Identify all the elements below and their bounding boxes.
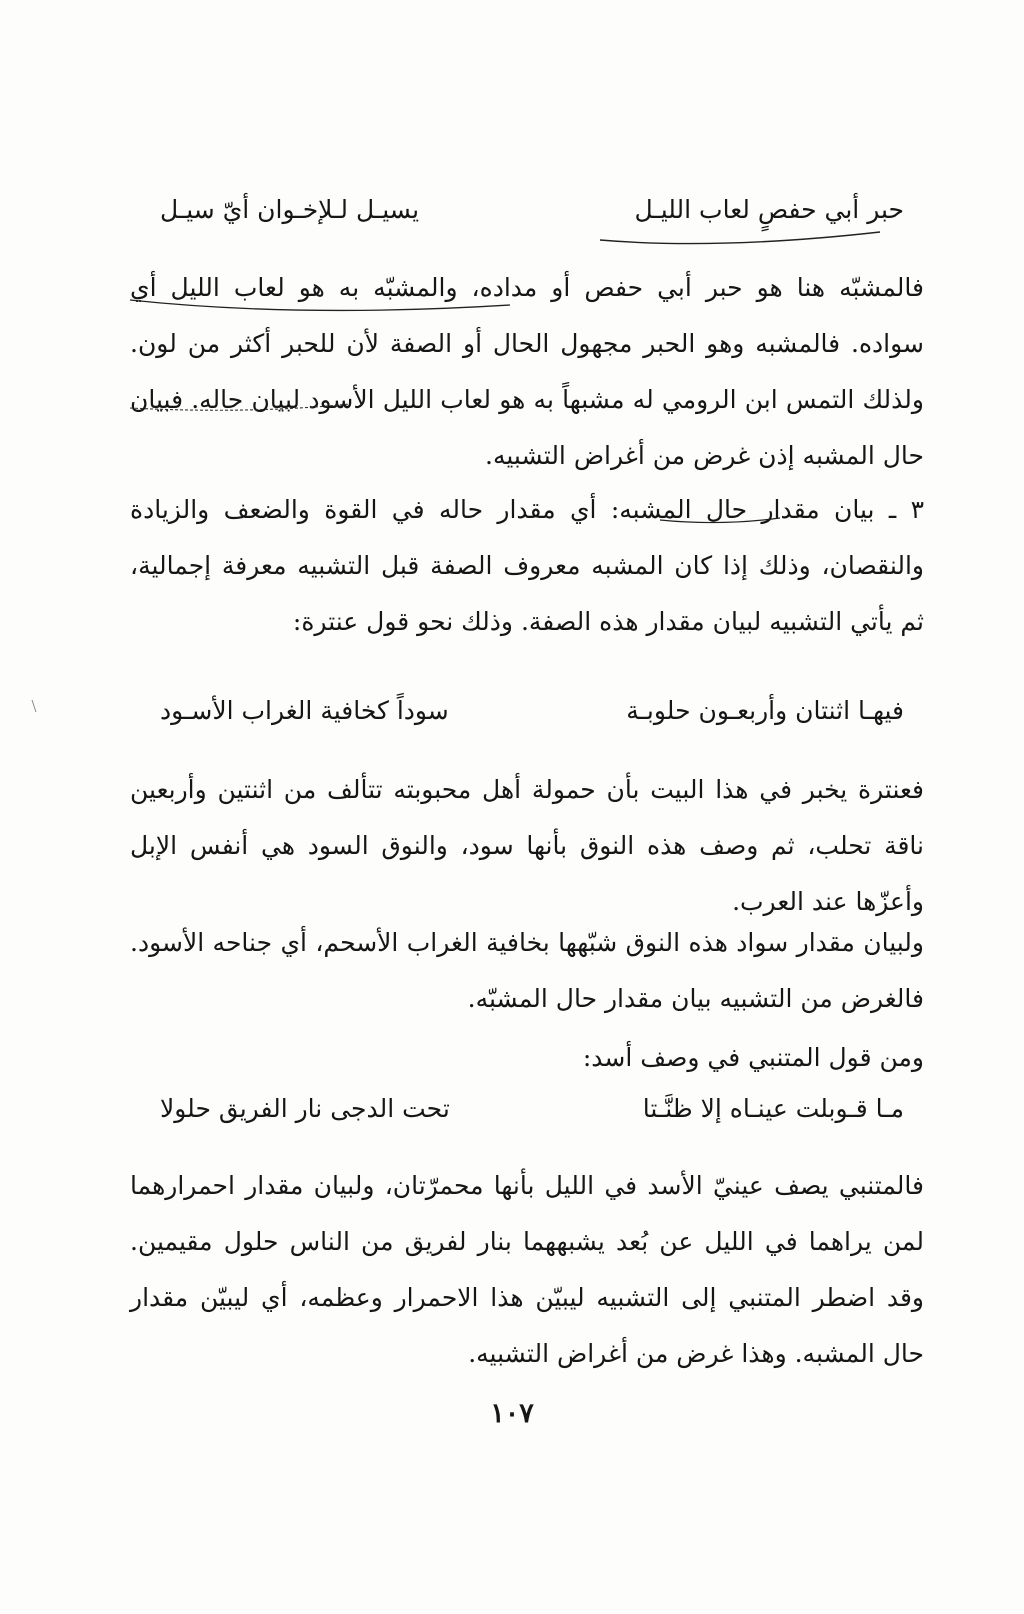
verse-second-hemistich: يسيـل لـلإخـوان أيّ سيـل: [160, 195, 420, 224]
verse-second-hemistich: سوداً كخافية الغراب الأسـود: [160, 696, 449, 725]
paragraph-text: ٣ ـ بيان مقدار حال المشبه: أي مقدار حاله في القوة والضعف والزيادة والنقصان، وذلك إذا كان المشبه معروف الصفة قبل التشبيه معرفة إجمالية، ثم يأتي التشبيه لبيان مقدار هذه الصفة. وذلك نحو قول عنترة:: [130, 495, 924, 636]
verse-first-hemistich: حبر أبي حفصٍ لعاب الليـل: [634, 195, 904, 224]
page-number: ١٠٧: [490, 1398, 534, 1429]
verse-ibn-rumi: [160, 185, 904, 235]
paragraph-text: فالمشبّه هنا هو حبر أبي حفص أو مداده، والمشبّه به هو لعاب الليل أي سواده. فالمشبه وهو الحبر مجهول الحال أو الصفة لأن للحبر أكثر من لون. ولذلك التمس ابن الرومي له مشبهاً به هو لعاب الليل الأسود لبيان حاله. فبيان حال المشبه إذن غرض من أغراض التشبيه.: [130, 273, 924, 470]
paragraph-ink-explanation: [130, 260, 924, 484]
paragraph-mutanabbi-explanation: [130, 1158, 924, 1382]
paragraph-raven-wing: [130, 915, 924, 1027]
paragraph-text: فعنترة يخبر في هذا البيت بأن حمولة أهل محبوبته تتألف من اثنتين وأربعين ناقة تحلب، ثم وصف هذه النوق بأنها سود، والنوق السود هي أنفس الإبل وأعزّها عند العرب.: [130, 775, 924, 916]
paragraph-text: فالمتنبي يصف عينيّ الأسد في الليل بأنها محمرّتان، ولبيان مقدار احمرارهما لمن يراهما في الليل عن بُعد يشبههما بنار لفريق من الناس حلول مقيمين. وقد اضطر المتنبي إلى التشبيه ليبيّن هذا الاحمرار وعظمه، أي ليبيّن مقدار حال المشبه. وهذا غرض من أغراض التشبيه.: [130, 1171, 924, 1368]
paragraph-text: ولبيان مقدار سواد هذه النوق شبّهها بخافية الغراب الأسحم، أي جناحه الأسود. فالغرض من التشبيه بيان مقدار حال المشبّه.: [130, 928, 924, 1013]
verse-mutanabbi: [160, 1084, 904, 1134]
verse-antara: [160, 686, 904, 736]
paragraph-degree-of-attribute: [130, 482, 924, 650]
paragraph-text: ومن قول المتنبي في وصف أسد:: [582, 1043, 924, 1072]
verse-first-hemistich: فيهـا اثنتان وأربعـون حلوبـة: [626, 696, 904, 725]
paragraph-antara-explanation: [130, 762, 924, 930]
stray-mark: [32, 700, 36, 712]
verse-first-hemistich: مـا قـوبلت عينـاه إلا ظنَّـتا: [642, 1094, 904, 1123]
verse-second-hemistich: تحت الدجى نار الفريق حلولا: [160, 1094, 450, 1123]
paragraph-mutanabbi-intro: [130, 1030, 924, 1086]
